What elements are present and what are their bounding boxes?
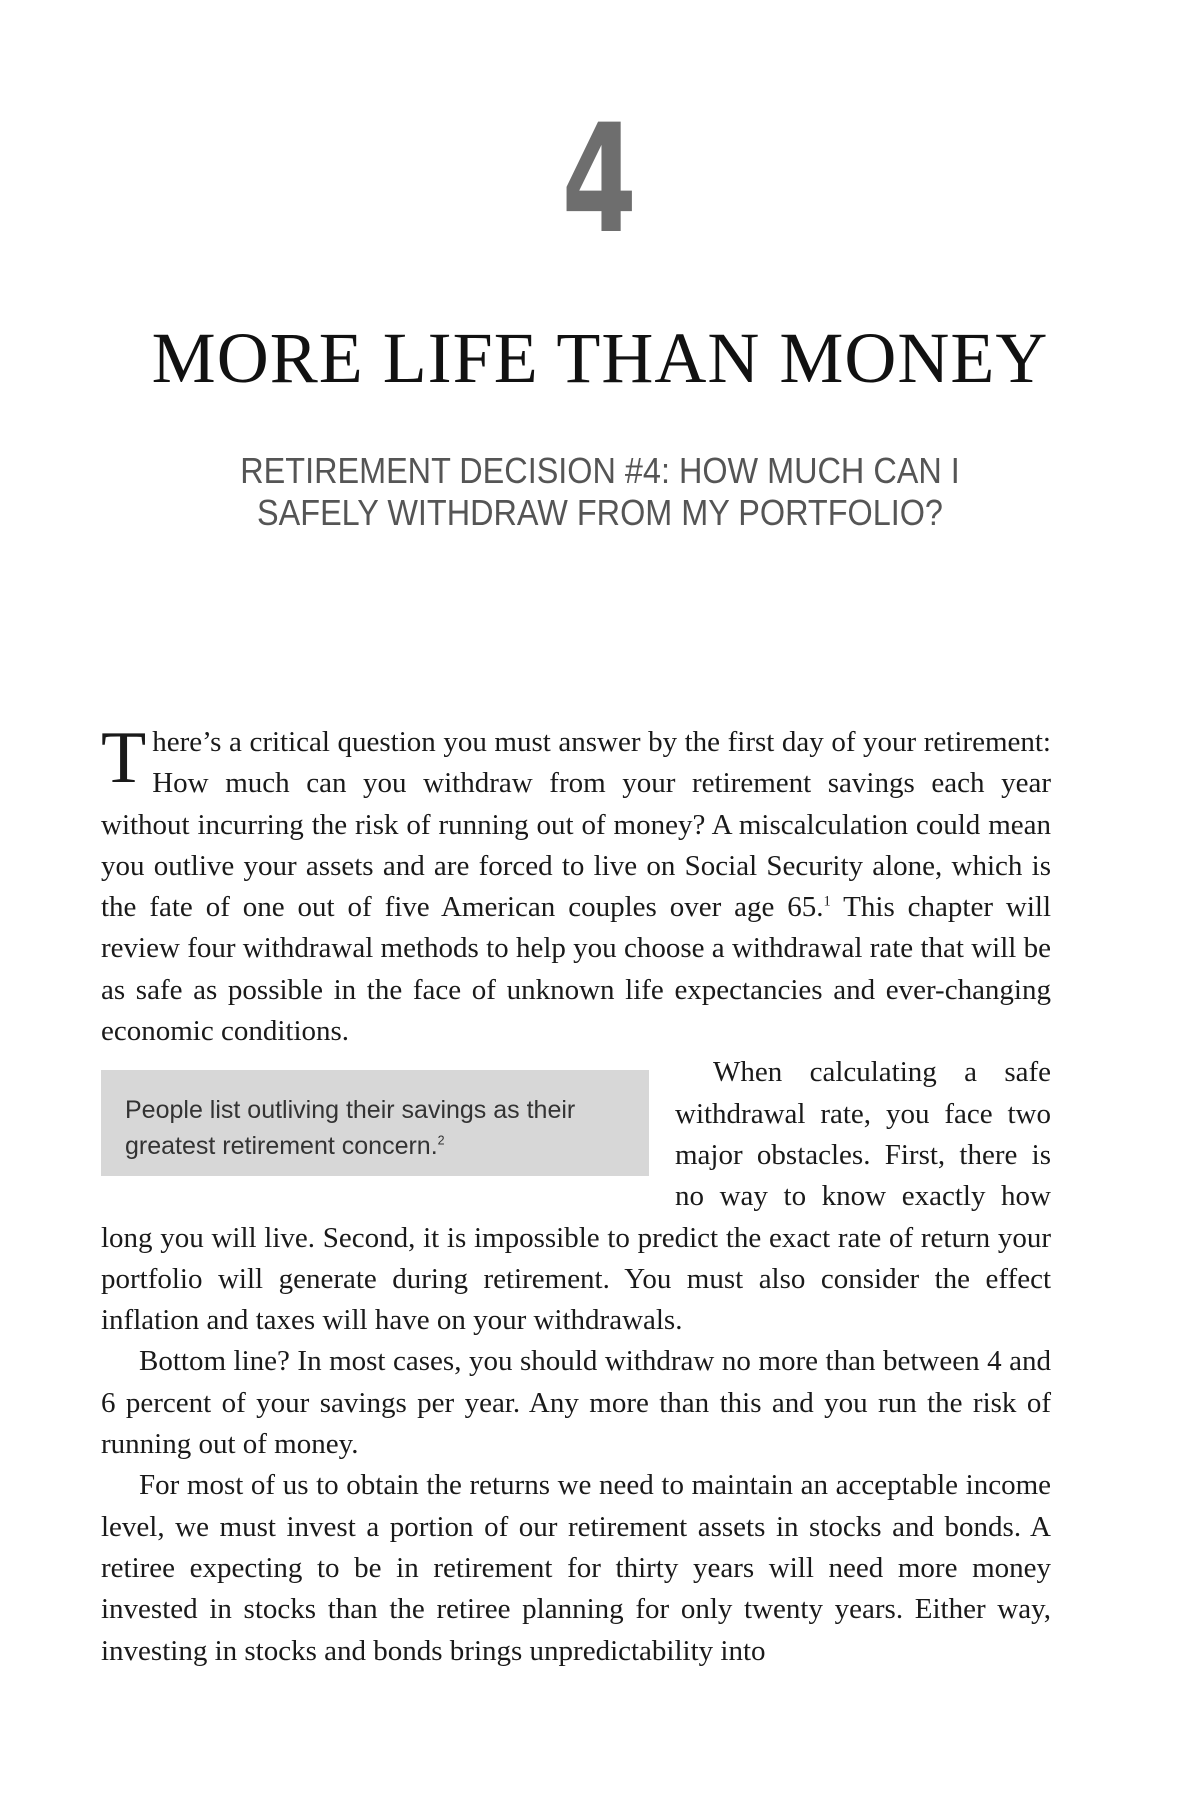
paragraph-1-text-b: This chapter will review four withdrawal methods to help you choose a withdrawal rate that will be as safe as possible in the face of unknown life expectancies and ever-changing economic conditions.: [101, 891, 1051, 1048]
paragraph-1-text-a: here’s a critical question you must answer by the first day of your retirement: How much can you withdraw from your retirement savings each year without incurring the risk of running out of money? A miscalculation could mean you outlive your assets and are forced to live on Social Security alone, which is the fate of one out of five American couples over age 65.: [101, 726, 1051, 924]
paragraph-4: [101, 1465, 1051, 1671]
paragraph-1: [101, 717, 1051, 1052]
chapter-subtitle-line-1: RETIREMENT DECISION #4: HOW MUCH CAN I: [240, 450, 960, 491]
footnote-ref-2: 2: [437, 1134, 445, 1149]
paragraph-4-text: For most of us to obtain the returns we need to maintain an acceptable income level, we must invest a portion of our retirement assets in stocks and bonds. A retiree expecting to be in retirement for thirty years will need more money invested in stocks than the retiree planning for only twenty years. Either way, investing in stocks and bonds brings unpredictability into: [101, 1469, 1051, 1667]
chapter-number: 4: [561, 93, 639, 267]
chapter-title: MORE LIFE THAN MONEY: [151, 318, 1049, 398]
paragraph-2-text: When calculating a safe withdrawal rate, you face two major obstacles. First, there is no way to know exactly how long you will live. Second, it is impossible to predict the exact rate of return your portfolio will generate during retirement. You must also consider the effect inflation and taxes will have on your withdrawals.: [101, 1056, 1051, 1337]
pull-quote: [101, 1070, 649, 1176]
drop-cap: T: [101, 717, 147, 799]
body-text: [101, 717, 1051, 1672]
paragraph-3: [101, 1341, 1051, 1465]
footnote-ref-1: 1: [823, 893, 831, 910]
paragraph-3-text: Bottom line? In most cases, you should withdraw no more than between 4 and 6 percent of your savings per year. Any more than this and you run the risk of running out of money.: [101, 1345, 1051, 1461]
chapter-subtitle-line-2: SAFELY WITHDRAW FROM MY PORTFOLIO?: [257, 492, 943, 533]
chapter-subtitle: [0, 450, 1200, 534]
pull-quote-text: People list outliving their savings as their greatest retirement concern.: [125, 1096, 576, 1161]
